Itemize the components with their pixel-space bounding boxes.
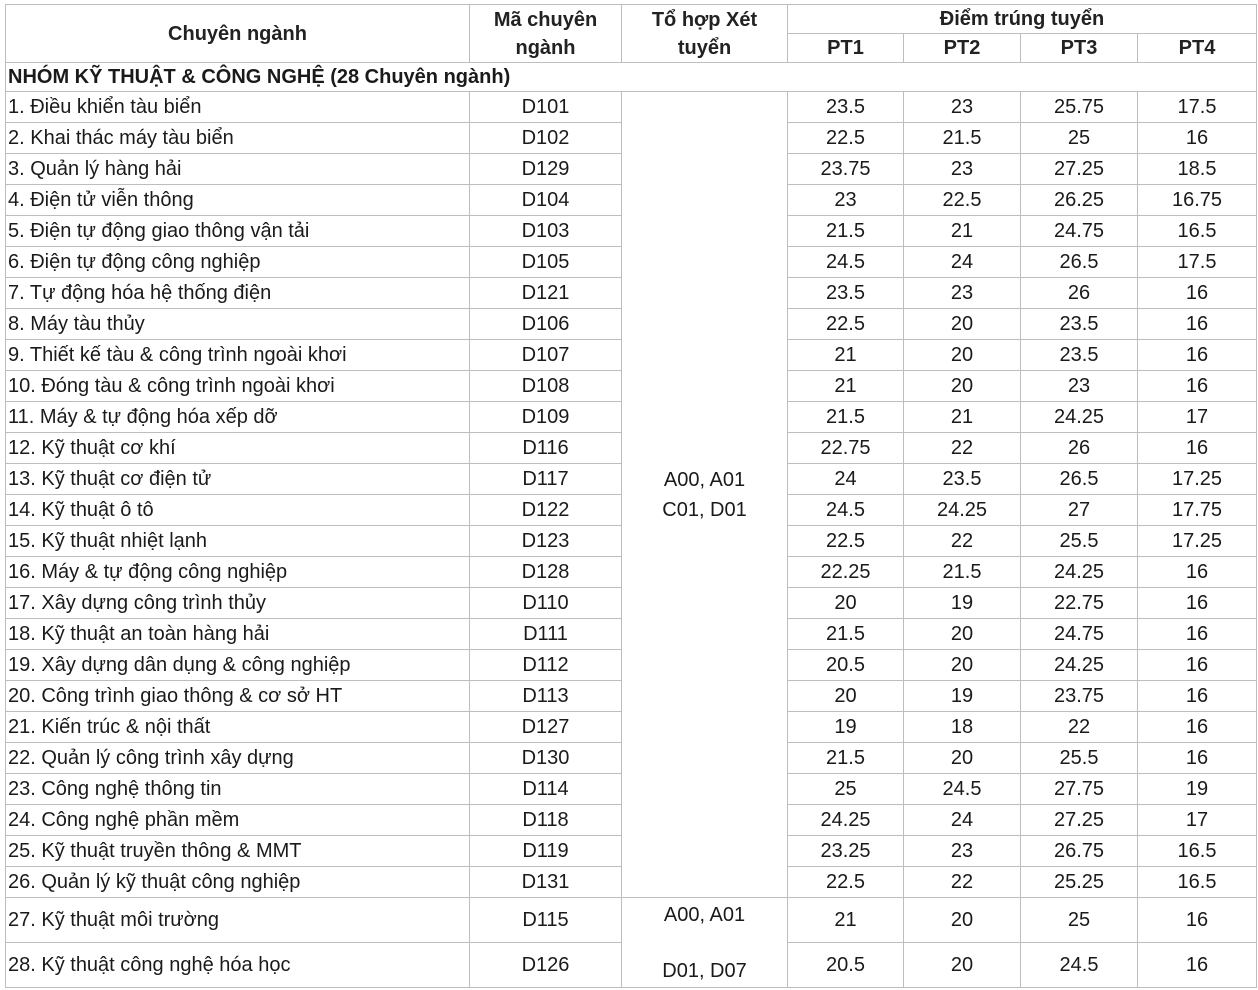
score-pt1: 23 bbox=[788, 185, 904, 216]
score-pt3: 24.25 bbox=[1021, 557, 1138, 588]
score-pt1: 22.5 bbox=[788, 123, 904, 154]
major-name: 23. Công nghệ thông tin bbox=[6, 774, 470, 805]
major-code: D128 bbox=[470, 557, 622, 588]
major-name: 18. Kỹ thuật an toàn hàng hải bbox=[6, 619, 470, 650]
score-pt1: 21.5 bbox=[788, 619, 904, 650]
major-code: D106 bbox=[470, 309, 622, 340]
score-pt1: 23.25 bbox=[788, 836, 904, 867]
score-pt2: 22 bbox=[904, 867, 1021, 898]
score-pt4: 16 bbox=[1138, 557, 1257, 588]
score-pt1: 20.5 bbox=[788, 650, 904, 681]
score-pt1: 23.5 bbox=[788, 92, 904, 123]
score-pt1: 22.5 bbox=[788, 526, 904, 557]
subject-combo-line: A00, A01 bbox=[663, 903, 746, 926]
score-pt1: 20.5 bbox=[788, 943, 904, 988]
score-pt4: 16 bbox=[1138, 650, 1257, 681]
header-admission-score: Điểm trúng tuyển bbox=[788, 5, 1257, 34]
score-pt3: 26.5 bbox=[1021, 464, 1138, 495]
header-major: Chuyên ngành bbox=[6, 5, 470, 63]
score-pt4: 16.5 bbox=[1138, 216, 1257, 247]
score-pt4: 16 bbox=[1138, 898, 1257, 943]
admission-scores-table bbox=[5, 4, 1257, 988]
score-pt3: 25.5 bbox=[1021, 526, 1138, 557]
major-code: D116 bbox=[470, 433, 622, 464]
score-pt4: 18.5 bbox=[1138, 154, 1257, 185]
major-code: D130 bbox=[470, 743, 622, 774]
score-pt3: 26 bbox=[1021, 433, 1138, 464]
subject-combo-line: D01, D07 bbox=[662, 959, 747, 982]
major-code: D131 bbox=[470, 867, 622, 898]
major-code: D104 bbox=[470, 185, 622, 216]
score-pt2: 22.5 bbox=[904, 185, 1021, 216]
major-code: D103 bbox=[470, 216, 622, 247]
major-code: D129 bbox=[470, 154, 622, 185]
score-pt3: 24.25 bbox=[1021, 402, 1138, 433]
major-name: 8. Máy tàu thủy bbox=[6, 309, 470, 340]
major-code: D107 bbox=[470, 340, 622, 371]
score-pt3: 27.25 bbox=[1021, 805, 1138, 836]
score-pt1: 21 bbox=[788, 371, 904, 402]
score-pt4: 16 bbox=[1138, 309, 1257, 340]
score-pt3: 25 bbox=[1021, 123, 1138, 154]
score-pt4: 17.25 bbox=[1138, 464, 1257, 495]
major-name: 15. Kỹ thuật nhiệt lạnh bbox=[6, 526, 470, 557]
subject-combo-cell bbox=[622, 898, 788, 988]
score-pt2: 20 bbox=[904, 309, 1021, 340]
score-pt2: 21.5 bbox=[904, 123, 1021, 154]
score-pt4: 16 bbox=[1138, 433, 1257, 464]
score-pt4: 17 bbox=[1138, 402, 1257, 433]
major-name: 28. Kỹ thuật công nghệ hóa học bbox=[6, 943, 470, 988]
score-pt2: 24.5 bbox=[904, 774, 1021, 805]
major-name: 25. Kỹ thuật truyền thông & MMT bbox=[6, 836, 470, 867]
score-pt1: 22.25 bbox=[788, 557, 904, 588]
major-name: 14. Kỹ thuật ô tô bbox=[6, 495, 470, 526]
major-code: D101 bbox=[470, 92, 622, 123]
score-pt2: 24.25 bbox=[904, 495, 1021, 526]
major-code: D121 bbox=[470, 278, 622, 309]
score-pt1: 23.75 bbox=[788, 154, 904, 185]
score-pt3: 25.5 bbox=[1021, 743, 1138, 774]
score-pt1: 21.5 bbox=[788, 402, 904, 433]
score-pt3: 26.25 bbox=[1021, 185, 1138, 216]
score-pt2: 21 bbox=[904, 216, 1021, 247]
score-pt3: 23.75 bbox=[1021, 681, 1138, 712]
score-pt3: 27 bbox=[1021, 495, 1138, 526]
header-pt3: PT3 bbox=[1021, 34, 1138, 63]
score-pt2: 20 bbox=[904, 898, 1021, 943]
table-row bbox=[6, 898, 1257, 943]
score-pt3: 27.25 bbox=[1021, 154, 1138, 185]
major-name: 26. Quản lý kỹ thuật công nghiệp bbox=[6, 867, 470, 898]
score-pt3: 26 bbox=[1021, 278, 1138, 309]
score-pt2: 23.5 bbox=[904, 464, 1021, 495]
score-pt1: 22.75 bbox=[788, 433, 904, 464]
subject-combo-line: A00, A01 bbox=[663, 468, 746, 491]
score-pt4: 17.75 bbox=[1138, 495, 1257, 526]
major-name: 6. Điện tự động công nghiệp bbox=[6, 247, 470, 278]
major-code: D122 bbox=[470, 495, 622, 526]
score-pt2: 19 bbox=[904, 681, 1021, 712]
score-pt3: 22.75 bbox=[1021, 588, 1138, 619]
score-pt2: 21.5 bbox=[904, 557, 1021, 588]
major-code: D109 bbox=[470, 402, 622, 433]
score-pt1: 20 bbox=[788, 588, 904, 619]
header-subject-combo: Tổ hợp Xét tuyển bbox=[622, 5, 788, 63]
subject-combo-line: C01, D01 bbox=[662, 498, 747, 521]
header-pt1: PT1 bbox=[788, 34, 904, 63]
subject-combo-cell bbox=[622, 92, 788, 898]
major-name: 13. Kỹ thuật cơ điện tử bbox=[6, 464, 470, 495]
score-pt2: 20 bbox=[904, 743, 1021, 774]
score-pt2: 21 bbox=[904, 402, 1021, 433]
score-pt4: 16 bbox=[1138, 588, 1257, 619]
major-code: D118 bbox=[470, 805, 622, 836]
major-code: D113 bbox=[470, 681, 622, 712]
score-pt3: 24.75 bbox=[1021, 216, 1138, 247]
score-pt1: 23.5 bbox=[788, 278, 904, 309]
score-pt3: 25 bbox=[1021, 898, 1138, 943]
major-code: D105 bbox=[470, 247, 622, 278]
score-pt1: 25 bbox=[788, 774, 904, 805]
header-major-code: Mã chuyên ngành bbox=[470, 5, 622, 63]
major-name: 10. Đóng tàu & công trình ngoài khơi bbox=[6, 371, 470, 402]
score-pt4: 17.25 bbox=[1138, 526, 1257, 557]
major-code: D127 bbox=[470, 712, 622, 743]
score-pt2: 23 bbox=[904, 154, 1021, 185]
score-pt1: 22.5 bbox=[788, 309, 904, 340]
score-pt4: 16 bbox=[1138, 712, 1257, 743]
section-title: NHÓM KỸ THUẬT & CÔNG NGHỆ (28 Chuyên ngành) bbox=[6, 63, 1257, 92]
score-pt1: 20 bbox=[788, 681, 904, 712]
major-name: 11. Máy & tự động hóa xếp dỡ bbox=[6, 402, 470, 433]
score-pt3: 25.75 bbox=[1021, 92, 1138, 123]
score-pt2: 24 bbox=[904, 805, 1021, 836]
header-pt2: PT2 bbox=[904, 34, 1021, 63]
major-code: D112 bbox=[470, 650, 622, 681]
score-pt3: 24.25 bbox=[1021, 650, 1138, 681]
score-pt1: 19 bbox=[788, 712, 904, 743]
score-pt3: 24.75 bbox=[1021, 619, 1138, 650]
score-pt3: 25.25 bbox=[1021, 867, 1138, 898]
major-code: D108 bbox=[470, 371, 622, 402]
score-pt1: 21 bbox=[788, 340, 904, 371]
major-name: 16. Máy & tự động công nghiệp bbox=[6, 557, 470, 588]
score-pt4: 17.5 bbox=[1138, 247, 1257, 278]
score-pt2: 20 bbox=[904, 943, 1021, 988]
score-pt2: 23 bbox=[904, 278, 1021, 309]
major-name: 24. Công nghệ phần mềm bbox=[6, 805, 470, 836]
score-pt1: 24.5 bbox=[788, 495, 904, 526]
score-pt3: 23.5 bbox=[1021, 309, 1138, 340]
score-pt1: 24.25 bbox=[788, 805, 904, 836]
score-pt4: 16 bbox=[1138, 340, 1257, 371]
score-pt4: 16 bbox=[1138, 619, 1257, 650]
table-row bbox=[6, 92, 1257, 123]
score-pt4: 16 bbox=[1138, 943, 1257, 988]
major-code: D119 bbox=[470, 836, 622, 867]
major-name: 20. Công trình giao thông & cơ sở HT bbox=[6, 681, 470, 712]
score-pt2: 20 bbox=[904, 650, 1021, 681]
major-code: D126 bbox=[470, 943, 622, 988]
major-name: 12. Kỹ thuật cơ khí bbox=[6, 433, 470, 464]
score-pt4: 16 bbox=[1138, 681, 1257, 712]
score-pt3: 24.5 bbox=[1021, 943, 1138, 988]
score-pt4: 16.75 bbox=[1138, 185, 1257, 216]
major-name: 2. Khai thác máy tàu biển bbox=[6, 123, 470, 154]
major-name: 27. Kỹ thuật môi trường bbox=[6, 898, 470, 943]
score-pt2: 20 bbox=[904, 619, 1021, 650]
score-pt3: 26.75 bbox=[1021, 836, 1138, 867]
major-code: D102 bbox=[470, 123, 622, 154]
major-name: 22. Quản lý công trình xây dựng bbox=[6, 743, 470, 774]
score-pt2: 18 bbox=[904, 712, 1021, 743]
score-pt2: 23 bbox=[904, 92, 1021, 123]
score-pt1: 21.5 bbox=[788, 216, 904, 247]
table-body bbox=[6, 63, 1257, 988]
score-pt2: 22 bbox=[904, 526, 1021, 557]
score-pt1: 21.5 bbox=[788, 743, 904, 774]
score-pt2: 24 bbox=[904, 247, 1021, 278]
score-pt4: 16.5 bbox=[1138, 836, 1257, 867]
score-pt4: 17 bbox=[1138, 805, 1257, 836]
score-pt1: 24.5 bbox=[788, 247, 904, 278]
score-pt1: 21 bbox=[788, 898, 904, 943]
score-pt4: 16 bbox=[1138, 371, 1257, 402]
score-pt2: 19 bbox=[904, 588, 1021, 619]
major-name: 1. Điều khiển tàu biển bbox=[6, 92, 470, 123]
major-name: 9. Thiết kế tàu & công trình ngoài khơi bbox=[6, 340, 470, 371]
major-code: D123 bbox=[470, 526, 622, 557]
score-pt2: 20 bbox=[904, 340, 1021, 371]
major-code: D114 bbox=[470, 774, 622, 805]
major-name: 17. Xây dựng công trình thủy bbox=[6, 588, 470, 619]
header-pt4: PT4 bbox=[1138, 34, 1257, 63]
score-pt1: 24 bbox=[788, 464, 904, 495]
score-pt4: 16 bbox=[1138, 743, 1257, 774]
major-code: D110 bbox=[470, 588, 622, 619]
score-pt2: 22 bbox=[904, 433, 1021, 464]
major-name: 19. Xây dựng dân dụng & công nghiệp bbox=[6, 650, 470, 681]
major-name: 21. Kiến trúc & nội thất bbox=[6, 712, 470, 743]
major-name: 3. Quản lý hàng hải bbox=[6, 154, 470, 185]
major-code: D115 bbox=[470, 898, 622, 943]
score-pt1: 22.5 bbox=[788, 867, 904, 898]
major-code: D117 bbox=[470, 464, 622, 495]
score-pt3: 23.5 bbox=[1021, 340, 1138, 371]
major-name: 5. Điện tự động giao thông vận tải bbox=[6, 216, 470, 247]
score-pt3: 26.5 bbox=[1021, 247, 1138, 278]
score-pt3: 23 bbox=[1021, 371, 1138, 402]
score-pt2: 23 bbox=[904, 836, 1021, 867]
major-code: D111 bbox=[470, 619, 622, 650]
major-name: 4. Điện tử viễn thông bbox=[6, 185, 470, 216]
score-pt4: 16 bbox=[1138, 123, 1257, 154]
score-pt4: 16 bbox=[1138, 278, 1257, 309]
score-pt2: 20 bbox=[904, 371, 1021, 402]
score-pt4: 17.5 bbox=[1138, 92, 1257, 123]
score-pt4: 19 bbox=[1138, 774, 1257, 805]
score-pt3: 27.75 bbox=[1021, 774, 1138, 805]
score-pt3: 22 bbox=[1021, 712, 1138, 743]
major-name: 7. Tự động hóa hệ thống điện bbox=[6, 278, 470, 309]
score-pt4: 16.5 bbox=[1138, 867, 1257, 898]
